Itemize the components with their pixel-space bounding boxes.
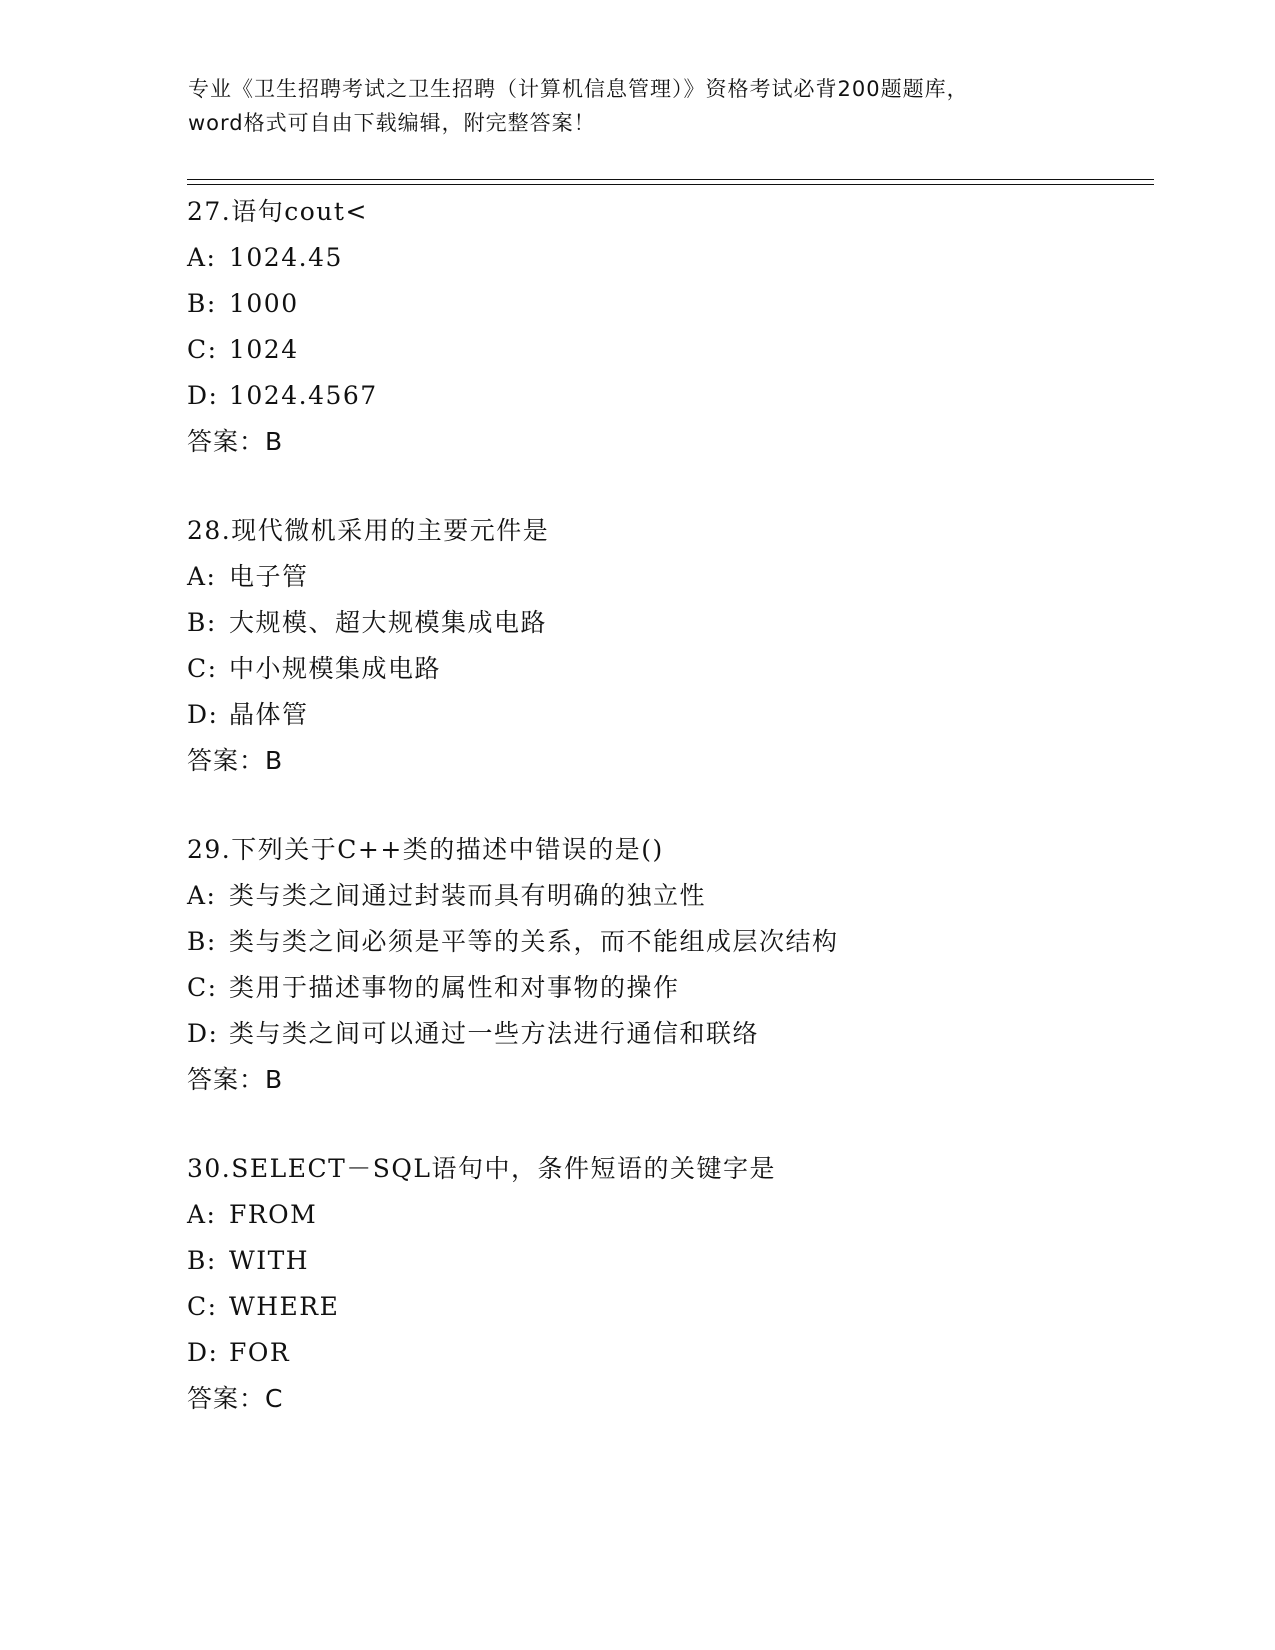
option-d (187, 1011, 1147, 1057)
question-28 (187, 508, 1147, 784)
option-a (187, 1192, 1147, 1238)
option-a (187, 873, 1147, 919)
option-letter: B: (187, 608, 217, 637)
question-stem: 29.下列关于C++类的描述中错误的是() (187, 835, 664, 864)
option-c (187, 327, 1147, 373)
option-c (187, 646, 1147, 692)
option-c (187, 965, 1147, 1011)
question-27 (187, 189, 1147, 465)
question-list (187, 189, 1147, 1465)
header-line-2: word格式可自由下载编辑，附完整答案！ (188, 111, 596, 135)
option-letter: A: (187, 1200, 217, 1229)
option-text: 大规模、超大规模集成电路 (229, 608, 548, 637)
question-stem: 28.现代微机采用的主要元件是 (187, 516, 550, 545)
option-text: WITH (229, 1246, 310, 1275)
option-d (187, 692, 1147, 738)
option-letter: A: (187, 243, 217, 272)
option-text: FOR (229, 1338, 291, 1367)
answer-line: 答案：B (187, 746, 284, 775)
question-30 (187, 1146, 1147, 1422)
option-c (187, 1284, 1147, 1330)
option-text: 1024.4567 (229, 381, 378, 410)
option-d (187, 1330, 1147, 1376)
option-text: 中小规模集成电路 (229, 654, 442, 683)
option-letter: B: (187, 289, 217, 318)
option-text: FROM (229, 1200, 318, 1229)
option-b (187, 281, 1147, 327)
option-letter: C: (187, 973, 218, 1002)
option-letter: A: (187, 881, 217, 910)
option-letter: D: (187, 1019, 219, 1048)
option-letter: C: (187, 335, 218, 364)
answer-line: 答案：B (187, 1065, 284, 1094)
option-text: 1024 (229, 335, 299, 364)
option-a (187, 554, 1147, 600)
option-text: 电子管 (229, 562, 309, 591)
option-letter: C: (187, 1292, 218, 1321)
option-d (187, 373, 1147, 419)
option-text: 类与类之间必须是平等的关系，而不能组成层次结构 (229, 927, 839, 956)
answer-line: 答案：B (187, 427, 284, 456)
question-stem: 27.语句cout< (187, 197, 368, 226)
header-divider-bottom (187, 184, 1154, 185)
document-header (188, 72, 1088, 140)
header-divider-top (187, 179, 1154, 180)
option-text: 类与类之间可以通过一些方法进行通信和联络 (229, 1019, 760, 1048)
option-text: 晶体管 (229, 700, 309, 729)
option-text: 类用于描述事物的属性和对事物的操作 (229, 973, 680, 1002)
option-letter: D: (187, 381, 219, 410)
option-letter: A: (187, 562, 217, 591)
option-text: WHERE (229, 1292, 340, 1321)
option-b (187, 1238, 1147, 1284)
option-a (187, 235, 1147, 281)
header-line-1: 专业《卫生招聘考试之卫生招聘（计算机信息管理）》资格考试必背200题题库， (188, 77, 969, 101)
option-text: 1024.45 (229, 243, 343, 272)
option-letter: B: (187, 1246, 217, 1275)
option-letter: C: (187, 654, 218, 683)
option-text: 类与类之间通过封装而具有明确的独立性 (229, 881, 707, 910)
answer-line: 答案：C (187, 1384, 284, 1413)
option-letter: B: (187, 927, 217, 956)
option-text: 1000 (229, 289, 299, 318)
option-letter: D: (187, 700, 219, 729)
question-stem: 30.SELECT－SQL语句中，条件短语的关键字是 (187, 1154, 777, 1183)
option-b (187, 919, 1147, 965)
option-b (187, 600, 1147, 646)
question-29 (187, 827, 1147, 1103)
option-letter: D: (187, 1338, 219, 1367)
